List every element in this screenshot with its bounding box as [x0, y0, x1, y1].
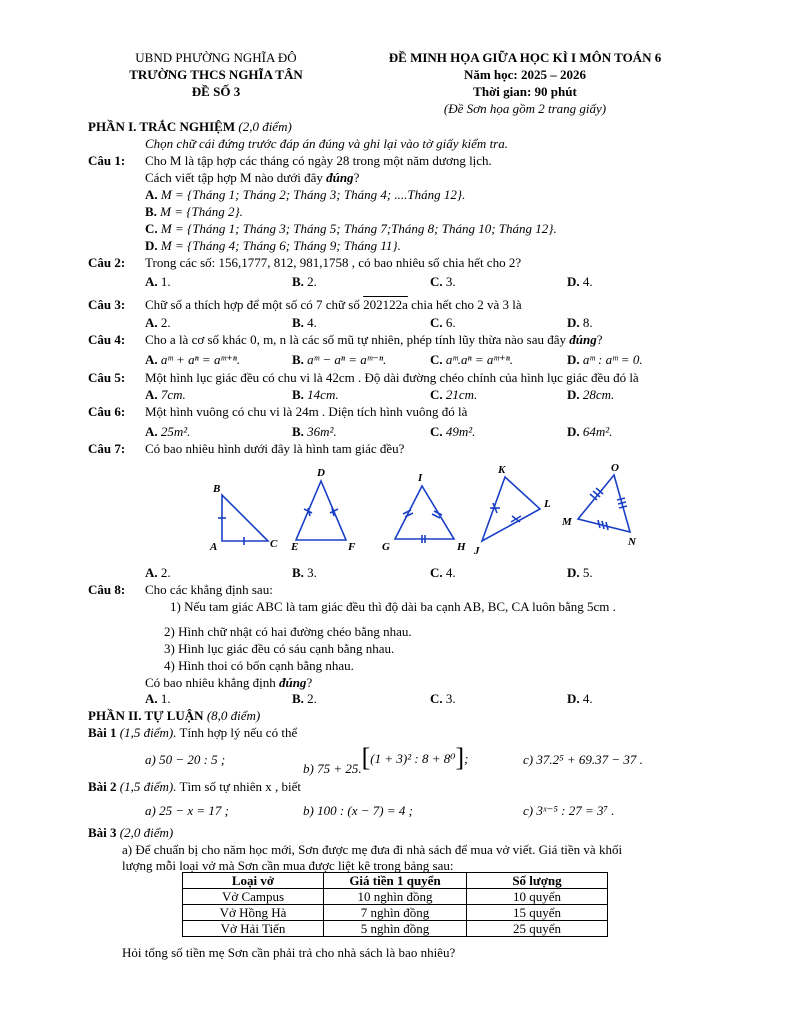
q6-option-b[interactable]: B. 36m². — [292, 424, 337, 439]
q5-option-d[interactable]: D. 28cm. — [567, 387, 615, 402]
table-row — [183, 889, 608, 905]
tick-hi-2 — [432, 514, 440, 518]
bai1-part-b-inner: (1 + 3)² : 8 + 8⁰ — [370, 751, 456, 766]
q3-option-b[interactable]: B. 4. — [292, 315, 317, 330]
q3-text-post: chia hết cho 2 và 3 là — [407, 297, 522, 312]
table-header: Loại vở — [183, 873, 324, 889]
tick-mo-2 — [593, 491, 600, 497]
q1-text2-post: ? — [353, 170, 360, 185]
bai2-part-a: a) 25 − x = 17 ; — [145, 803, 229, 818]
q3-label: Câu 3: — [88, 297, 126, 312]
q4-option-c-text: aᵐ.aⁿ = aᵐ⁺ⁿ. — [445, 352, 514, 367]
q6-option-a-text: 25m². — [160, 424, 191, 439]
q2-option-d-text: 4. — [582, 274, 593, 289]
q5-option-d-text: 28cm. — [582, 387, 615, 402]
q8-ask-bold: đúng — [278, 675, 307, 690]
q3-option-b-text: 4. — [307, 315, 317, 330]
tick-df-2 — [332, 508, 334, 516]
vertex-l: L — [544, 498, 551, 510]
q3-text — [145, 297, 522, 313]
tick-mn-1 — [598, 520, 600, 528]
q3-text-pre: Chữ số a thích hợp để một số có 7 chữ số — [145, 297, 364, 312]
part1-instruction: Chọn chữ cái đứng trước đáp án đúng và ghi lại vào tờ giấy kiểm tra. — [145, 136, 508, 151]
bai3-question: Hỏi tổng số tiền mẹ Sơn cần phải trả cho nhà sách là bao nhiêu? — [122, 945, 456, 960]
q8-option-d[interactable]: D. 4. — [567, 691, 593, 706]
q3-option-a[interactable]: A. 2. — [145, 315, 171, 330]
q2-option-c[interactable]: C. 3. — [430, 274, 456, 289]
vertex-d: D — [317, 467, 325, 479]
vertex-b: B — [213, 483, 221, 495]
q6-text: Một hình vuông có chu vi là 24m . Diện tích hình vuông đó là — [145, 404, 468, 419]
bai3-line1: a) Để chuẩn bị cho năm học mới, Sơn được mẹ đưa đi nhà sách để mua vở viết. Giá tiền và khối — [122, 842, 623, 857]
triangle-abc — [222, 495, 268, 541]
q4-text — [145, 332, 602, 348]
table-cell: 15 quyển — [467, 905, 608, 921]
q1-option-d[interactable]: D. M = {Tháng 4; Tháng 6; Tháng 9; Tháng 11}. — [145, 238, 401, 253]
q1-label: Câu 1: — [88, 153, 126, 168]
bai2-part-b: b) 100 : (x − 7) = 4 ; — [303, 803, 413, 818]
q4-option-b[interactable]: B. aᵐ − aⁿ = aᵐ⁻ⁿ. — [292, 352, 387, 367]
tick-gi-1 — [403, 510, 411, 514]
part1-title: PHẦN I. TRẮC NGHIỆM — [88, 119, 236, 134]
triangle-def — [296, 481, 346, 540]
bai1-label: Bài 1 — [88, 725, 117, 740]
part2-heading — [88, 708, 260, 724]
triangle-mno — [578, 475, 630, 532]
vertex-f: F — [348, 541, 356, 553]
q1-option-a[interactable]: A. M = {Tháng 1; Tháng 2; Tháng 3; Tháng 4; ....Tháng 12}. — [145, 187, 466, 202]
bai1-points: (1,5 điểm). — [119, 725, 177, 740]
q1-option-c[interactable]: C. M = {Tháng 1; Tháng 3; Tháng 5; Tháng 7;Tháng 8; Tháng 10; Tháng 12}. — [145, 221, 557, 236]
bai2-points: (1,5 điểm). — [119, 779, 177, 794]
q2-option-d[interactable]: D. 4. — [567, 274, 593, 289]
vertex-m: M — [562, 516, 572, 528]
q2-option-a[interactable]: A. 1. — [145, 274, 171, 289]
tick-mn-3 — [606, 522, 608, 530]
q5-option-c[interactable]: C. 21cm. — [430, 387, 478, 402]
q3-option-a-text: 2. — [160, 315, 171, 330]
bai1-part-a: a) 50 − 20 : 5 ; — [145, 752, 226, 767]
bai3-points: (2,0 điểm) — [119, 825, 174, 840]
q6-label: Câu 6: — [88, 404, 126, 419]
vertex-j: J — [474, 545, 480, 557]
q1-option-c-text: M = {Tháng 1; Tháng 3; Tháng 5; Tháng 7;Tháng 8; Tháng 10; Tháng 12}. — [160, 221, 557, 236]
tick-jl-1 — [512, 516, 520, 522]
bai1-part-c: c) 37.2⁵ + 69.37 − 37 . — [523, 752, 643, 767]
tick-de-1 — [304, 509, 312, 513]
bai2-text: Tìm số tự nhiên x , biết — [176, 779, 302, 794]
q7-option-a-text: 2. — [160, 565, 171, 580]
q4-option-a-text: aᵐ + aⁿ = aᵐ⁺ⁿ. — [160, 352, 241, 367]
q6-option-d-text: 64m². — [582, 424, 613, 439]
school-district: UBND PHƯỜNG NGHĨA ĐÔ — [135, 50, 297, 65]
q8-option-a[interactable]: A. 1. — [145, 691, 171, 706]
q8-ask — [145, 675, 312, 691]
q4-option-d[interactable]: D. aᵐ : aᵐ = 0. — [567, 352, 643, 367]
q6-option-c-text: 49m². — [445, 424, 476, 439]
q7-option-d-text: 5. — [582, 565, 593, 580]
tick-de-2 — [308, 508, 310, 516]
tick-no-3 — [619, 506, 627, 508]
table-cell: 10 nghìn đồng — [324, 889, 467, 905]
q2-text: Trong các số: 156,1777, 812, 981,1758 , có bao nhiêu số chia hết cho 2? — [145, 255, 522, 270]
table-cell: Vở Hải Tiến — [183, 921, 324, 937]
q2-option-b[interactable]: B. 2. — [292, 274, 317, 289]
tick-no-2 — [618, 502, 626, 504]
q2-label: Câu 2: — [88, 255, 126, 270]
table-header-row — [183, 873, 608, 889]
q5-option-a-text: 7cm. — [160, 387, 186, 402]
bai2-heading — [88, 779, 301, 795]
tick-jl-2 — [511, 516, 521, 522]
q4-option-a[interactable]: A. aᵐ + aⁿ = aᵐ⁺ⁿ. — [145, 352, 241, 367]
table-cell: 7 nghìn đồng — [324, 905, 467, 921]
q1-option-b-text: M = {Tháng 2}. — [160, 204, 243, 219]
q3-option-d-text: 8. — [582, 315, 593, 330]
q8-option-c-text: 3. — [445, 691, 456, 706]
q7-option-c-text: 4. — [445, 565, 456, 580]
q1-option-a-text: M = {Tháng 1; Tháng 2; Tháng 3; Tháng 4; ....Tháng 12}. — [160, 187, 466, 202]
q1-option-d-text: M = {Tháng 4; Tháng 6; Tháng 9; Tháng 11}. — [160, 238, 401, 253]
school-name: TRƯỜNG THCS NGHĨA TÂN — [129, 67, 303, 82]
q4-option-d-text: aᵐ : aᵐ = 0. — [582, 352, 643, 367]
tick-hi-1 — [434, 511, 442, 515]
vertex-n: N — [628, 536, 636, 548]
table-header: Giá tiền 1 quyển — [324, 873, 467, 889]
q7-option-a[interactable]: A. 2. — [145, 565, 171, 580]
notebook-price-table — [182, 872, 608, 937]
q4-label: Câu 4: — [88, 332, 126, 347]
q5-option-b[interactable]: B. 14cm. — [292, 387, 339, 402]
q8-option-a-text: 1. — [160, 691, 171, 706]
bai2-part-c: c) 3ˣ⁻⁵ : 27 = 3⁷ . — [523, 803, 615, 818]
q6-option-a[interactable]: A. 25m². — [145, 424, 191, 439]
bracket-open: [ — [361, 743, 371, 772]
part1-heading — [88, 119, 292, 135]
q8-statement-4: 4) Hình thoi có bốn cạnh bằng nhau. — [164, 658, 354, 673]
q8-statement-2: 2) Hình chữ nhật có hai đường chéo bằng nhau. — [164, 624, 412, 639]
q7-label: Câu 7: — [88, 441, 126, 456]
vertex-i: I — [418, 472, 423, 484]
q8-label: Câu 8: — [88, 582, 126, 597]
exam-title: ĐỀ MINH HỌA GIỮA HỌC KÌ I MÔN TOÁN 6 — [388, 50, 662, 65]
vertex-g: G — [382, 541, 390, 553]
bai1-heading — [88, 725, 297, 741]
tick-no-1 — [617, 498, 625, 500]
part1-points: (2,0 điểm) — [238, 119, 292, 134]
q5-option-a[interactable]: A. 7cm. — [145, 387, 186, 402]
q5-label: Câu 5: — [88, 370, 126, 385]
q8-ask-post: ? — [306, 675, 313, 690]
tick-mo-3 — [596, 488, 603, 494]
q5-text: Một hình lục giác đều có chu vi là 42cm . Độ dài đường chéo chính của hình lục giác đều đó là — [145, 370, 639, 385]
table-cell: Vở Hồng Hà — [183, 905, 324, 921]
q8-statement-3: 3) Hình lục giác đều có sáu cạnh bằng nhau. — [164, 641, 395, 656]
q8-option-d-text: 4. — [582, 691, 593, 706]
vertex-h: H — [457, 541, 466, 553]
q1-text2-bold: đúng — [326, 170, 354, 185]
bai1-part-b-pre: b) 75 + 25. — [303, 761, 362, 776]
q8-text: Cho các khẳng định sau: — [145, 582, 273, 597]
q7-option-c[interactable]: C. 4. — [430, 565, 456, 580]
q7-option-d[interactable]: D. 5. — [567, 565, 593, 580]
q2-option-a-text: 1. — [160, 274, 171, 289]
tick-df-1 — [330, 509, 338, 513]
q1-text2-pre: Cách viết tập hợp M nào dưới đây — [145, 170, 327, 185]
tick-gi-2 — [405, 513, 413, 517]
bracket-close: ] — [455, 743, 465, 772]
vertex-e: E — [291, 541, 299, 553]
bai2-label: Bài 2 — [88, 779, 117, 794]
q8-option-b[interactable]: B. 2. — [292, 691, 317, 706]
q8-option-c[interactable]: C. 3. — [430, 691, 456, 706]
bai3-line2: lượng mỗi loại vở mà Sơn cần mua được liệt kê trong bảng sau: — [122, 858, 454, 873]
table-cell: 5 nghìn đồng — [324, 921, 467, 937]
q2-option-b-text: 2. — [307, 274, 317, 289]
vertex-k: K — [498, 464, 506, 476]
part2-title: PHẦN II. TỰ LUẬN — [88, 708, 204, 723]
q7-option-b[interactable]: B. 3. — [292, 565, 317, 580]
q3-number: 202122a — [363, 297, 408, 312]
q8-statement-1: 1) Nếu tam giác ABC là tam giác đều thì độ dài ba cạnh AB, BC, CA luôn bằng 5cm . — [170, 599, 616, 614]
q2-option-c-text: 3. — [445, 274, 456, 289]
q1-option-b[interactable]: B. M = {Tháng 2}. — [145, 204, 243, 219]
q6-option-d[interactable]: D. 64m². — [567, 424, 613, 439]
q7-text: Có bao nhiêu hình dưới đây là hình tam giác đều? — [145, 441, 405, 456]
tick-mn-2 — [602, 521, 604, 529]
vertex-o: O — [611, 462, 619, 474]
vertex-c: C — [270, 538, 278, 550]
q5-option-b-text: 14cm. — [307, 387, 339, 402]
q8-option-b-text: 2. — [307, 691, 317, 706]
q4-text-post: ? — [596, 332, 603, 347]
part2-points: (8,0 điểm) — [206, 708, 261, 723]
q4-text-pre: Cho a là cơ số khác 0, m, n là các số mũ tự nhiên, phép tính lũy thừa nào sau đây — [145, 332, 570, 347]
bai1-text: Tính hợp lý nếu có thể — [176, 725, 298, 740]
q4-option-b-text: aᵐ − aⁿ = aᵐ⁻ⁿ. — [307, 352, 387, 367]
bai1-part-b — [303, 743, 469, 776]
q5-option-c-text: 21cm. — [445, 387, 478, 402]
table-row — [183, 905, 608, 921]
q7-option-b-text: 3. — [307, 565, 317, 580]
triangle-ghi — [395, 486, 454, 539]
q3-option-c[interactable]: C. 6. — [430, 315, 456, 330]
q3-option-d[interactable]: D. 8. — [567, 315, 593, 330]
tick-mo-1 — [590, 494, 597, 500]
bai1-part-b-post: ; — [464, 751, 469, 766]
table-row — [183, 921, 608, 937]
bai3-label: Bài 3 — [88, 825, 117, 840]
q1-text: Cho M là tập hợp các tháng có ngày 28 trong một năm dương lịch. — [145, 153, 492, 168]
table-cell: 10 quyển — [467, 889, 608, 905]
table-cell: 25 quyển — [467, 921, 608, 937]
triangle-jkl — [482, 477, 540, 541]
q3-option-c-text: 6. — [445, 315, 456, 330]
q8-ask-pre: Có bao nhiêu khẳng định — [145, 675, 279, 690]
q4-text-bold: đúng — [569, 332, 597, 347]
table-header: Số lượng — [467, 873, 608, 889]
q6-option-b-text: 36m². — [307, 424, 337, 439]
school-year: Năm học: 2025 – 2026 — [463, 67, 587, 82]
page-count-note: (Đề Sơn họa gồm 2 trang giấy) — [443, 101, 607, 116]
tick-jk-2 — [493, 503, 497, 513]
q4-option-c[interactable]: C. aᵐ.aⁿ = aᵐ⁺ⁿ. — [430, 352, 514, 367]
vertex-a: A — [210, 541, 218, 553]
table-cell: Vở Campus — [183, 889, 324, 905]
bai3-heading — [88, 825, 173, 841]
exam-duration: Thời gian: 90 phút — [473, 84, 577, 99]
q6-option-c[interactable]: C. 49m². — [430, 424, 476, 439]
q1-text2 — [145, 170, 359, 186]
exam-number: ĐỀ SỐ 3 — [191, 84, 241, 99]
